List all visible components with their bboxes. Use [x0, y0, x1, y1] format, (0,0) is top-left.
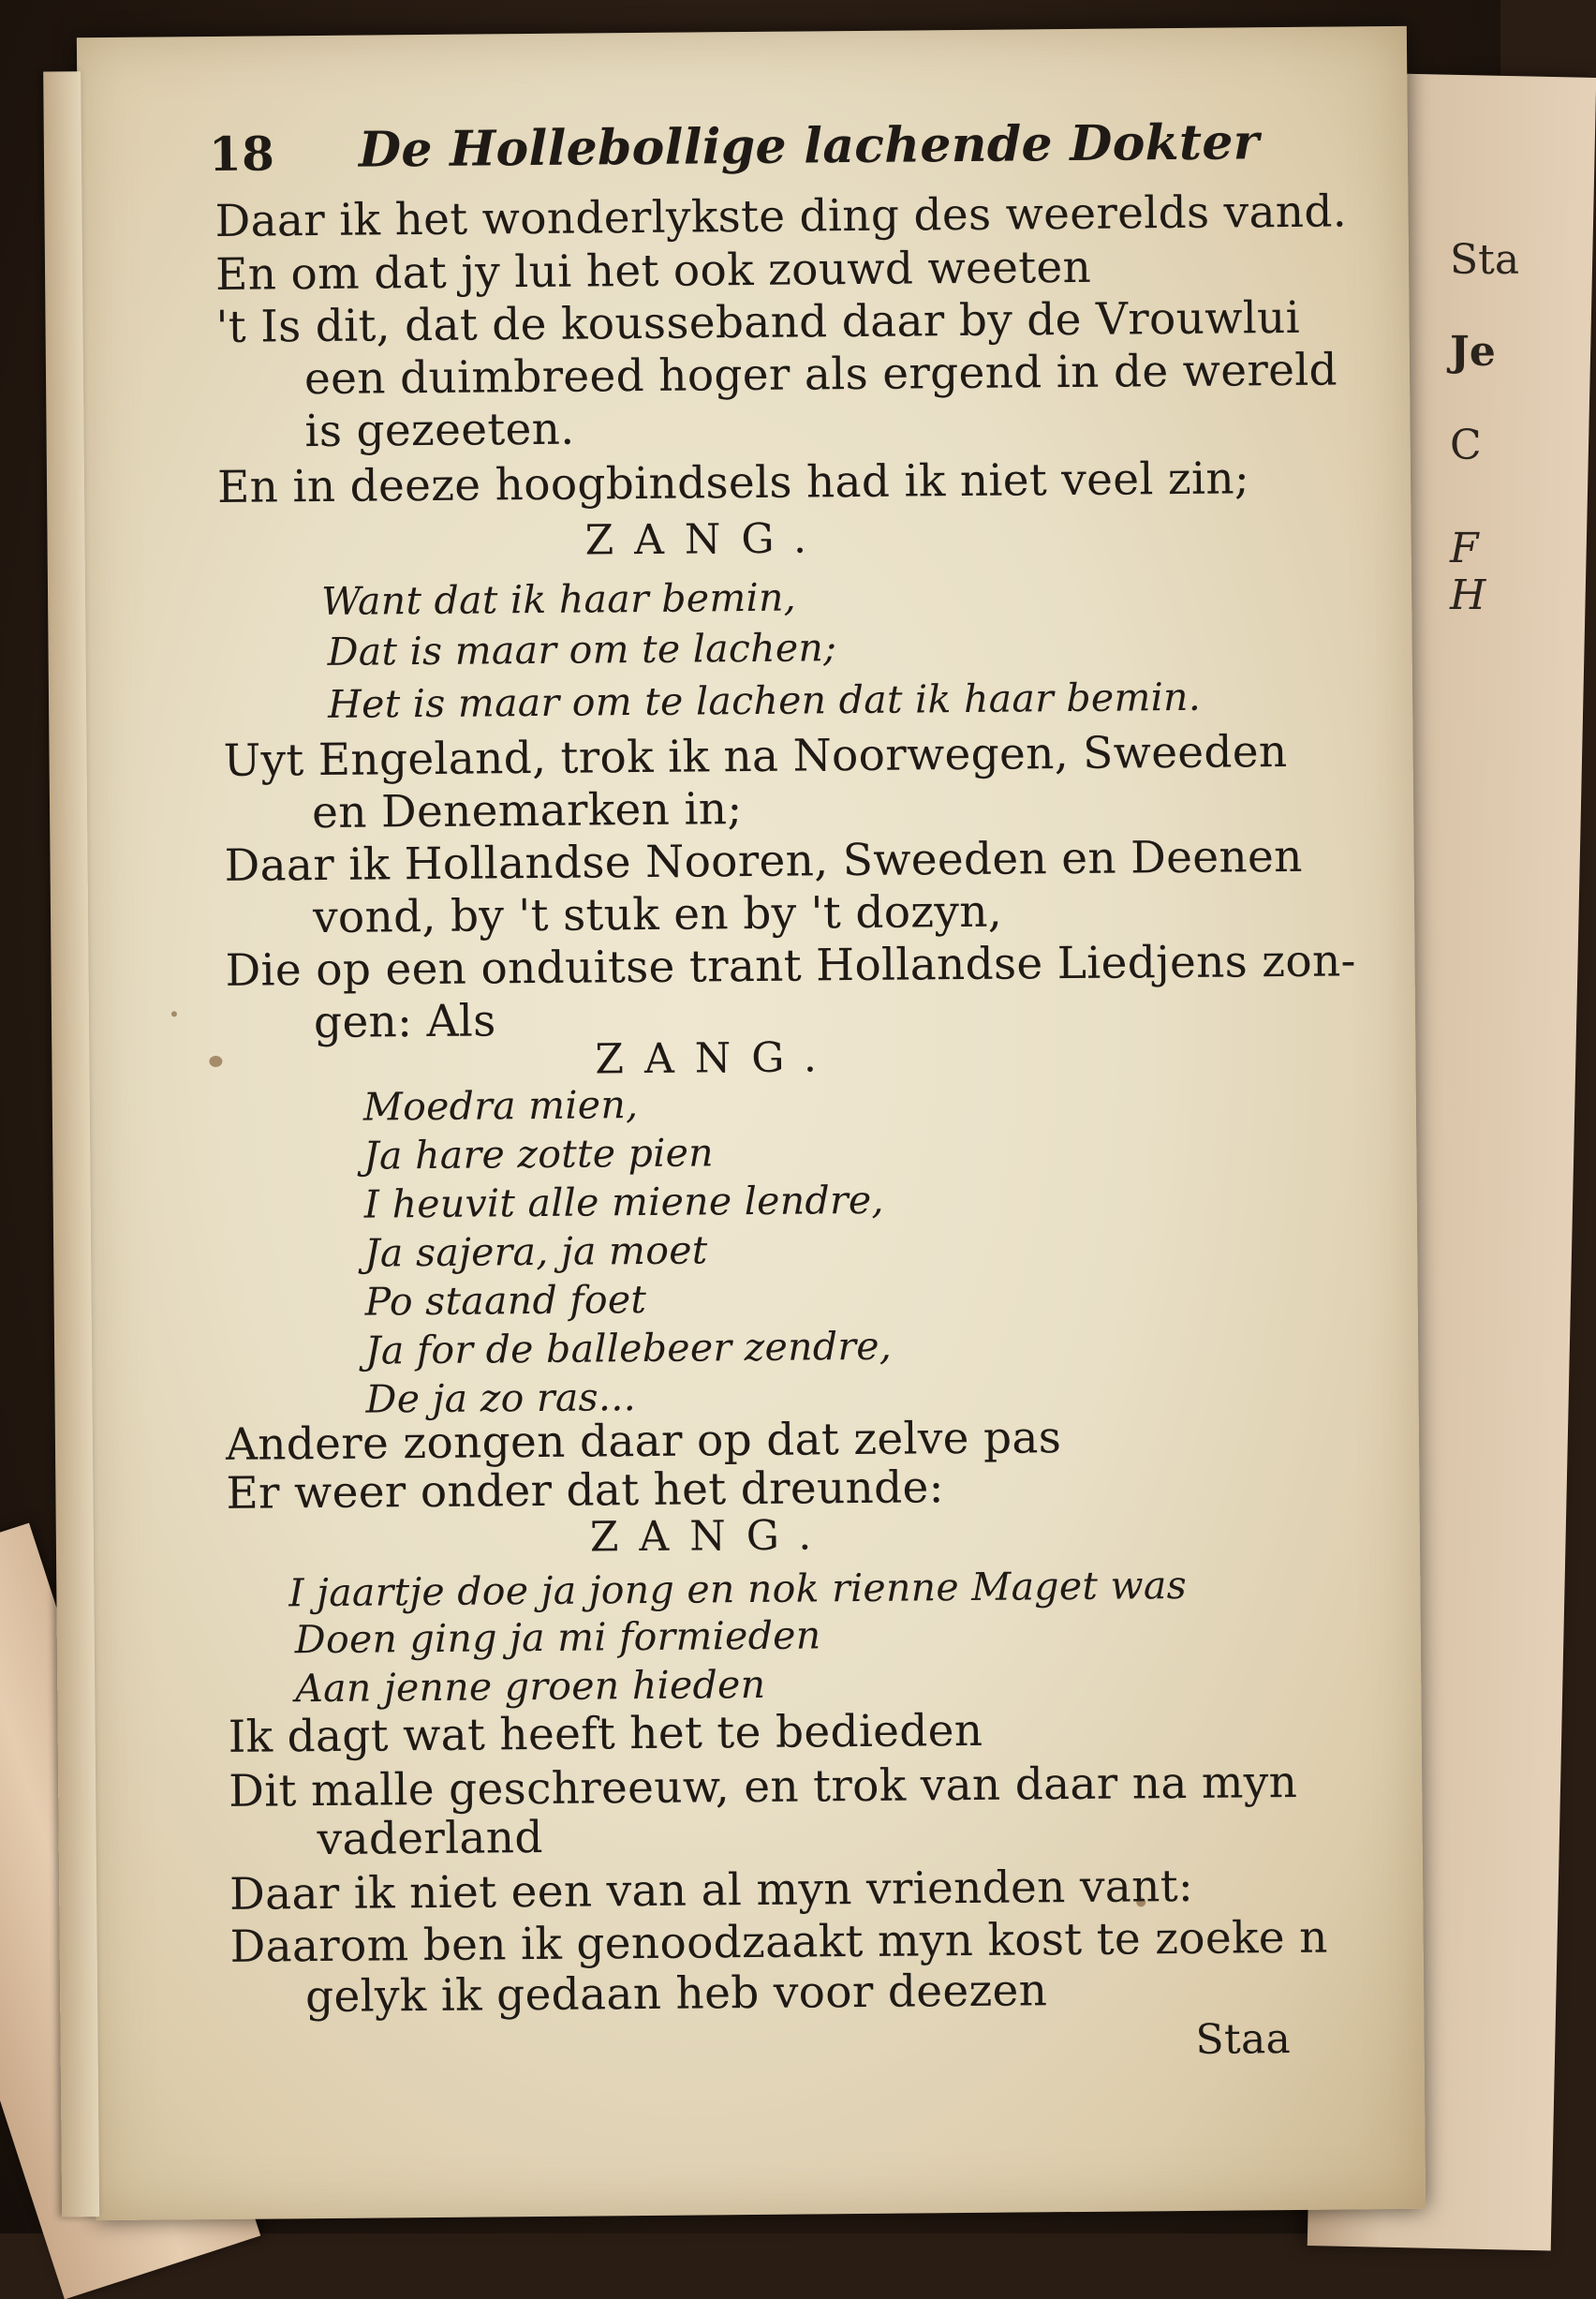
zang-heading: ZANG. — [595, 1033, 838, 1084]
text-line: Er weer onder dat het dreunde: — [226, 1461, 944, 1520]
foxing-spot — [171, 1011, 177, 1016]
text-line: vaderland — [317, 1811, 543, 1866]
song-line: Ja for de ballebeer zendre, — [364, 1323, 893, 1373]
text-line: Dit malle geschreeuw, en trok van daar na myn — [228, 1756, 1298, 1817]
zang-heading: ZANG. — [584, 514, 828, 565]
song-line: Ja sajera, ja moet — [363, 1227, 708, 1276]
song-line: Want dat ik haar bemin, — [320, 574, 797, 624]
text-line: Uyt Engeland, trok ik na Noorwegen, Sweeden — [223, 725, 1288, 787]
song-line: I heuvit alle miene lendre, — [363, 1177, 884, 1227]
right-page-fragment: C — [1450, 422, 1482, 469]
text-line: Daar ik Hollandse Nooren, Sweeden en Deenen — [224, 830, 1303, 892]
text-line: Andere zongen daar op dat zelve pas — [225, 1412, 1062, 1471]
text-line: een duimbreed hoger als ergend in de wereld — [303, 344, 1338, 406]
song-line: Aan jenne groen hieden — [295, 1661, 766, 1712]
song-line: Dat is maar om te lachen; — [327, 625, 837, 675]
text-line: Ik dagt wat heeft het te bedieden — [228, 1704, 983, 1763]
text-line: gen: Als — [313, 995, 496, 1049]
catchword: Staa — [1195, 2015, 1292, 2064]
text-line: Daar ik niet een van al myn vrienden vant: — [229, 1860, 1194, 1921]
right-page-fragment: F — [1450, 525, 1479, 572]
right-page-fragment: Je — [1450, 328, 1496, 376]
right-page-fragment: H — [1450, 571, 1486, 619]
text-line: 't Is dit, dat de kousseband daar by de Vrouwlui — [215, 291, 1301, 353]
zang-heading: ZANG. — [589, 1511, 833, 1562]
text-line: En om dat jy lui het ook zouwd weeten — [214, 241, 1092, 301]
page-number: 18 — [208, 126, 275, 183]
song-line: Doen ging ja mi formieden — [294, 1612, 821, 1663]
song-line: Moedra mien, — [362, 1082, 639, 1130]
right-page-fragment: Sta — [1450, 236, 1520, 284]
song-line: I jaartje doe ja jong en nok rienne Maget was — [288, 1562, 1188, 1616]
book-page — [77, 26, 1426, 2220]
text-line: En in deeze hoogbindsels had ik niet veel zin; — [216, 452, 1250, 513]
song-line: Het is maar om te lachen dat ik haar bemin. — [327, 674, 1202, 727]
text-line: is gezeeten. — [304, 403, 575, 458]
foxing-spot — [209, 1056, 222, 1067]
song-line: De ja zo ras... — [365, 1374, 637, 1422]
text-line: Daar ik het wonderlykste ding des weerelds vand. — [214, 185, 1348, 247]
text-line: en Denemarken in; — [311, 783, 743, 839]
running-title: De Hollebollige lachende Dokter — [358, 113, 1260, 179]
song-line: Po staand foet — [364, 1276, 647, 1325]
text-line: Die op een onduitse trant Hollandse Liedjens zon- — [225, 935, 1356, 997]
text-line: vond, by 't stuk en by 't dozyn, — [312, 885, 1003, 944]
text-line: Daarom ben ik genoodzaakt myn kost te zoeke n — [229, 1911, 1328, 1973]
song-line: Ja hare zotte pien — [363, 1130, 715, 1179]
text-line: gelyk ik gedaan heb voor deezen — [304, 1965, 1048, 2024]
